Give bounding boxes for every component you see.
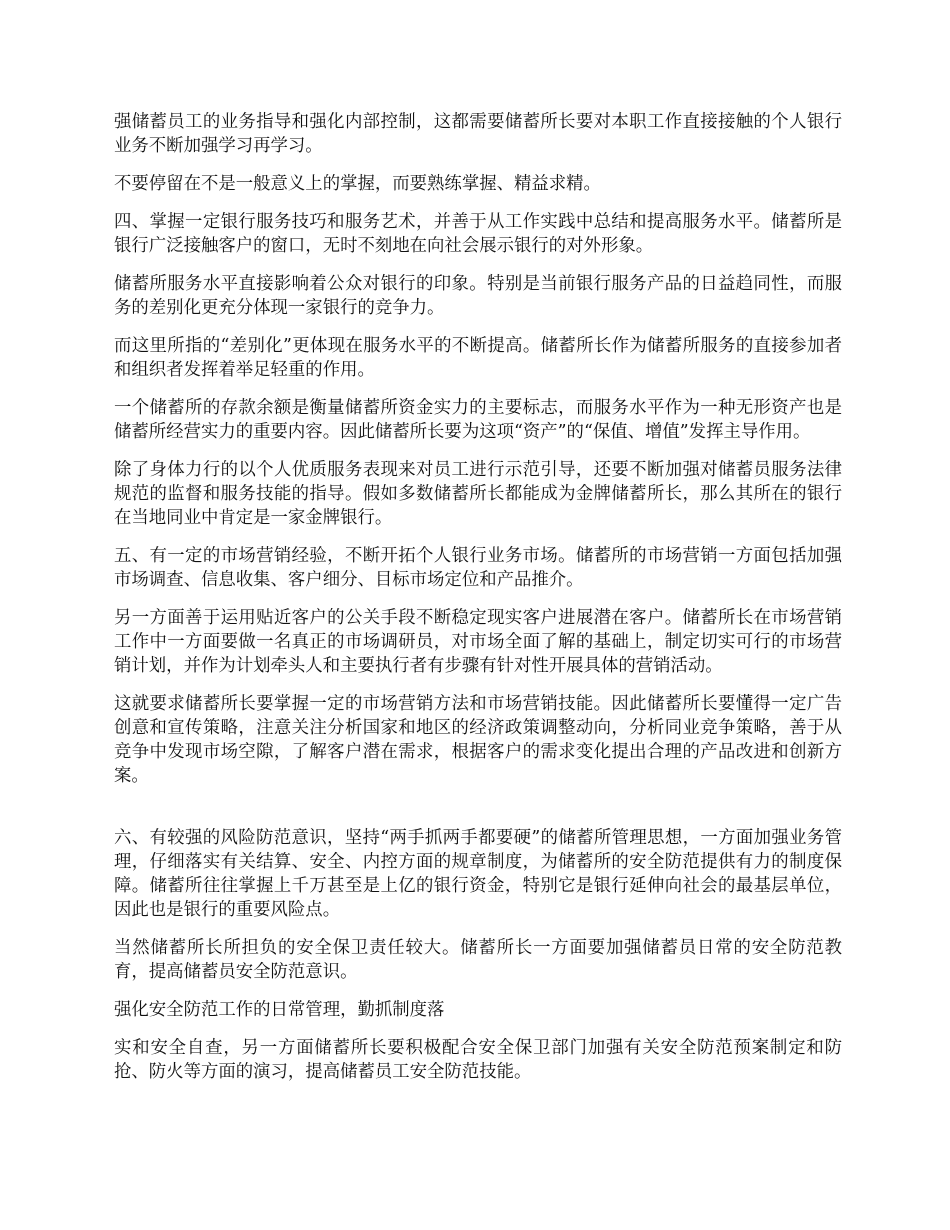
paragraph: 这就要求储蓄所长要掌握一定的市场营销方法和市场营销技能。因此储蓄所长要懂得一定广告创意和宣传策略，注意关注分析国家和地区的经济政策调整动向，分析同业竞争策略，善于从竞争中发现市场空隙，了解客户潜在需求，根据客户的需求变化提出合理的产品改进和创新方案。	[114, 694, 842, 786]
paragraph: 不要停留在不是一般意义上的掌握，而要熟练掌握、精益求精。	[114, 174, 601, 194]
paragraph: 六、有较强的风险防范意识，坚持“两手抓两手都要硬”的储蓄所管理思想，一方面加强业务管理，仔细落实有关结算、安全、内控方面的规章制度，为储蓄所的安全防范提供有力的制度保障。储蓄所往往掌握上千万甚至是上亿的银行资金，特别它是银行延伸向社会的最基层单位，因此也是银行的重要风险点。	[114, 828, 842, 920]
paragraph: 五、有一定的市场营销经验，不断开拓个人银行业务市场。储蓄所的市场营销一方面包括加强市场调查、信息收集、客户细分、目标市场定位和产品推介。	[114, 546, 842, 590]
paragraph: 而这里所指的“差别化”更体现在服务水平的不断提高。储蓄所长作为储蓄所服务的直接参加者和组织者发挥着举足轻重的作用。	[114, 336, 842, 380]
paragraph: 实和安全自查，另一方面储蓄所长要积极配合安全保卫部门加强有关安全防范预案制定和防抢、防火等方面的演习，提高储蓄员工安全防范技能。	[114, 1038, 842, 1082]
paragraph: 强化安全防范工作的日常管理，勤抓制度落	[114, 1000, 445, 1020]
paragraph: 四、掌握一定银行服务技巧和服务艺术，并善于从工作实践中总结和提高服务水平。储蓄所是银行广泛接触客户的窗口，无时不刻地在向社会展示银行的对外形象。	[114, 212, 842, 256]
paragraph: 储蓄所服务水平直接影响着公众对银行的印象。特别是当前银行服务产品的日益趋同性，而服务的差别化更充分体现一家银行的竞争力。	[114, 274, 842, 318]
paragraph: 强储蓄员工的业务指导和强化内部控制，这都需要储蓄所长要对本职工作直接接触的个人银行业务不断加强学习再学习。	[114, 112, 842, 156]
paragraph: 当然储蓄所长所担负的安全保卫责任较大。储蓄所长一方面要加强储蓄员日常的安全防范教育，提高储蓄员安全防范意识。	[114, 938, 842, 982]
paragraph: 一个储蓄所的存款余额是衡量储蓄所资金实力的主要标志，而服务水平作为一种无形资产也是储蓄所经营实力的重要内容。因此储蓄所长要为这项“资产”的“保值、增值”发挥主导作用。	[114, 398, 842, 442]
paragraph: 另一方面善于运用贴近客户的公关手段不断稳定现实客户进展潜在客户。储蓄所长在市场营销工作中一方面要做一名真正的市场调研员，对市场全面了解的基础上，制定切实可行的市场营销计划，并作为计划牵头人和主要执行者有步骤有针对性开展具体的营销活动。	[114, 608, 842, 676]
document-body	[114, 110, 842, 1098]
paragraph: 除了身体力行的以个人优质服务表现来对员工进行示范引导，还要不断加强对储蓄员服务法律规范的监督和服务技能的指导。假如多数储蓄所长都能成为金牌储蓄所长，那么其所在的银行在当地同业中肯定是一家金牌银行。	[114, 460, 842, 528]
